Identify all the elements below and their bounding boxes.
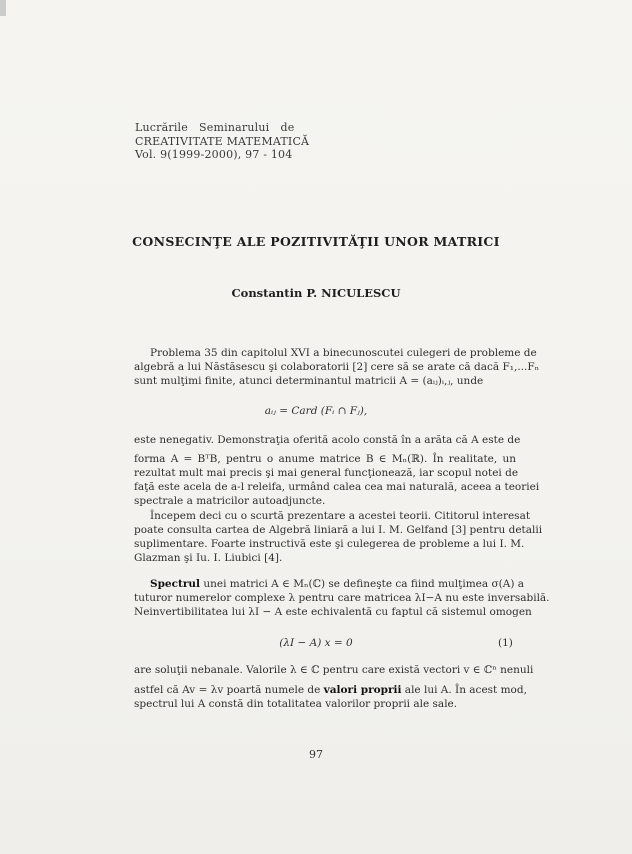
paragraph-3 [134,509,543,565]
text-line [134,683,527,697]
paragraph-4 [134,577,550,619]
text-line: tuturor numerelor complexe λ pentru care matricea λI−A nu este inversabilă. [134,592,550,604]
article-author: Constantin P. NICULESCU [231,286,401,300]
text-line [134,577,525,591]
text-line: poate consulta cartea de Algebră liniară a lui I. M. Gelfand [3] pentru detalii [134,524,543,536]
text-line: forma A = BᵀB, pentru o anume matrice B ∈ Mₙ(ℝ). În realitate, un [134,453,516,465]
text-line: Neinvertibilitatea lui λI − A este echivalentă cu faptul că sistemul omogen [134,606,532,618]
paragraph-2 [134,433,540,508]
text-line: suplimentare. Foarte instructivă este şi culegerea de probleme a lui I. M. [134,538,525,550]
paragraph-5 [134,663,534,711]
scan-corner-mark [0,0,6,16]
article-title: CONSECINŢE ALE POZITIVITĂŢII UNOR MATRICI [132,234,500,249]
equation-card: aᵢⱼ = Card (Fᵢ ∩ Fⱼ), [264,405,368,417]
journal-header [135,121,309,162]
text-line: spectrale a matricilor autoadjuncte. [134,495,326,507]
equation-1: (λI − A) x = 0 [279,637,353,649]
text-line: este nenegativ. Demonstraţia oferită acolo constă în a arăta că A este de [134,434,521,446]
text-line: Începem deci cu o scurtă prezentare a acestei teorii. Cititorul interesat [150,510,531,522]
term-valori-proprii: valori proprii [323,684,402,696]
page-number: 97 [309,748,323,761]
header-line-3: Vol. 9(1999-2000), 97 - 104 [135,148,293,161]
text-span: astfel că Av = λv poartă numele de [134,684,324,696]
text-line: spectrul lui A constă din totalitatea valorilor proprii ale sale. [134,698,458,710]
text-line: rezultat mult mai precis şi mai general funcţionează, iar scopul notei de [134,467,519,479]
header-line-2: CREATIVITATE MATEMATICĂ [135,134,310,148]
text-span: unei matrici A ∈ Mₙ(ℂ) se defineşte ca fiind mulţimea σ(A) a [200,578,525,590]
text-line: Problema 35 din capitolul XVI a binecunoscutei culegeri de probleme de [150,347,537,359]
text-line: sunt mulţimi finite, atunci determinantul matricii A = (aᵢⱼ)ᵢ,ⱼ, unde [134,375,484,387]
text-line: are soluţii nebanale. Valorile λ ∈ ℂ pentru care există vectori v ∈ ℂⁿ nenuli [134,664,534,676]
text-span: ale lui A. În acest mod, [401,684,527,696]
paragraph-1 [134,346,540,388]
text-line: Glazman şi Iu. I. Liubici [4]. [134,552,283,564]
header-line-1: Lucrările Seminarului de [135,121,295,134]
text-line: algebră a lui Năstăsescu şi colaboratorii [2] cere să se arate că dacă F₁,...Fₙ [134,361,540,373]
equation-number: (1) [498,637,513,649]
term-spectrul: Spectrul [150,578,201,590]
text-line: faţă este acela de a-l releifa, urmând calea cea mai naturală, aceea a teoriei [134,481,540,493]
